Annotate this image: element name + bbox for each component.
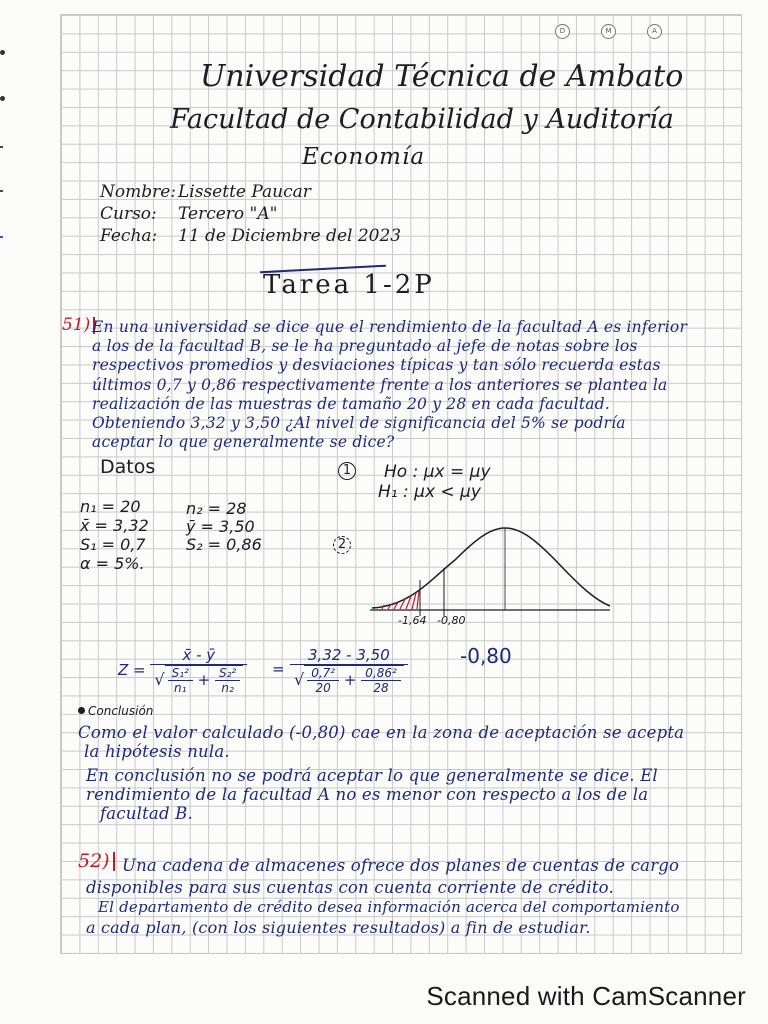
- step-1-marker: 1: [338, 462, 356, 480]
- plus-sign: +: [197, 671, 211, 689]
- problem-51-label: 51): [62, 317, 95, 334]
- z-result: -0,80: [460, 644, 512, 668]
- conclusion-line: rendimiento de la facultad A no es menor con respecto a los de la: [86, 785, 649, 804]
- problem-51-line: últimos 0,7 y 0,86 respectivamente frente a los anteriores se plantea la: [92, 376, 668, 394]
- course-value: Tercero "A": [178, 204, 278, 224]
- problem-51-line: realización de las muestras de tamaño 20 y 28 en cada facultad.: [92, 395, 610, 413]
- sqrt-symbol: √: [154, 670, 165, 689]
- z-denominator: [150, 665, 247, 695]
- critical-value-label: -1,64: [398, 614, 427, 627]
- edge-mark: [0, 236, 3, 238]
- bullet-icon: [78, 707, 85, 714]
- z-formula-general: [118, 646, 247, 695]
- problem-51-line: Obteniendo 3,32 y 3,50 ¿Al nivel de significancia del 5% se podría: [92, 414, 626, 432]
- data-n2: n₂ = 28: [186, 499, 247, 518]
- problem-52-line: Una cadena de almacenes ofrece dos planes de cuentas de cargo: [122, 856, 680, 875]
- z-formula-numeric: [290, 646, 408, 695]
- problem-52-line: disponibles para sus cuentas con cuenta corriente de crédito.: [86, 878, 614, 897]
- equals-sign: =: [272, 660, 285, 678]
- data-ybar: ȳ = 3,50: [186, 517, 255, 536]
- conclusion-line: En conclusión no se podrá aceptar lo que generalmente se dice. El: [86, 766, 658, 785]
- problem-51-line: a los de la facultad B, se le ha preguntado al jefe de notas sobre los: [92, 337, 638, 355]
- z-fraction: [150, 646, 247, 695]
- var2-den: n₂: [221, 681, 234, 695]
- data-title: Datos: [100, 456, 156, 478]
- assignment-title: Tarea 1-2P: [263, 270, 435, 300]
- tab-m: M: [601, 24, 616, 39]
- problem-51-line: respectivos promedios y desviaciones típicas y tan sólo recuerda estas: [92, 356, 661, 374]
- sqrt-symbol: √: [294, 670, 305, 689]
- alt-hypothesis: H₁ : μx < μy: [378, 482, 481, 502]
- null-hypothesis: Ho : μx = μy: [384, 462, 491, 482]
- course-label: Curso:: [100, 204, 157, 224]
- camscanner-watermark: Scanned with CamScanner: [426, 981, 746, 1011]
- program-title: Economía: [302, 144, 426, 170]
- z-sqrt-content: [165, 665, 244, 695]
- var2-fraction: [215, 666, 240, 695]
- num-var2-fraction: [361, 666, 401, 695]
- date-label: Fecha:: [100, 226, 158, 246]
- data-alpha: α = 5%.: [80, 554, 145, 573]
- data-n1: n₁ = 20: [80, 497, 141, 516]
- conclusion-line: facultad B.: [100, 804, 193, 823]
- binder-hole: [0, 50, 5, 55]
- problem-52-line: El departamento de crédito desea información acerca del comportamiento: [98, 898, 680, 916]
- z-numeric-numerator: 3,32 - 3,50: [290, 646, 408, 665]
- problem-51-line: En una universidad se dice que el rendimiento de la facultad A es inferior: [92, 318, 688, 336]
- tab-d: D: [555, 24, 570, 39]
- tab-a: A: [647, 24, 662, 39]
- problem-52-line: a cada plan, (con los siguientes resultados) a fin de estudiar.: [86, 918, 591, 937]
- name-label: Nombre:: [100, 182, 177, 202]
- z-lhs: Z =: [118, 661, 146, 679]
- conclusion-line: Como el valor calculado (-0,80) cae en la zona de aceptación se acepta: [78, 723, 685, 742]
- num-var2-num: 0,86²: [361, 666, 401, 681]
- data-s1: S₁ = 0,7: [80, 535, 146, 554]
- problem-51-line: aceptar lo que generalmente se dice?: [92, 433, 395, 451]
- var1-num: S₁²: [168, 666, 193, 681]
- student-name-row: [100, 184, 311, 201]
- data-xbar: x̄ = 3,32: [80, 516, 149, 535]
- var2-num: S₂²: [215, 666, 240, 681]
- date-row: [100, 228, 401, 245]
- data-s2: S₂ = 0,86: [186, 535, 262, 554]
- edge-mark: [0, 146, 3, 148]
- z-numeric-denominator: [290, 665, 408, 695]
- z-numeric-sqrt-content: [304, 665, 404, 695]
- date-value: 11 de Diciembre del 2023: [178, 226, 402, 246]
- z-numeric-fraction: [290, 646, 408, 695]
- plus-sign: +: [343, 671, 357, 689]
- curve-line: [372, 528, 610, 608]
- num-var1-fraction: [307, 666, 339, 695]
- z-numerator: x̄ - ȳ: [150, 646, 247, 665]
- edge-mark: [0, 190, 3, 192]
- var1-fraction: [168, 666, 193, 695]
- faculty-title: Facultad de Contabilidad y Auditoría: [170, 104, 674, 135]
- step-2-marker: 2: [333, 536, 351, 554]
- binder-hole: [0, 96, 5, 101]
- university-title: Universidad Técnica de Ambato: [200, 59, 684, 94]
- name-value: Lissette Paucar: [178, 182, 311, 202]
- num-var1-den: 20: [315, 681, 331, 695]
- problem-52-label: 52): [78, 852, 115, 871]
- conclusion-line: la hipótesis nula.: [84, 742, 230, 761]
- conclusion-heading: Conclusión: [88, 704, 154, 718]
- var1-den: n₁: [174, 681, 187, 695]
- student-course-row: [100, 206, 277, 223]
- num-var1-num: 0,7²: [307, 666, 339, 681]
- calculated-value-label: -0,80: [437, 614, 466, 627]
- num-var2-den: 28: [373, 681, 389, 695]
